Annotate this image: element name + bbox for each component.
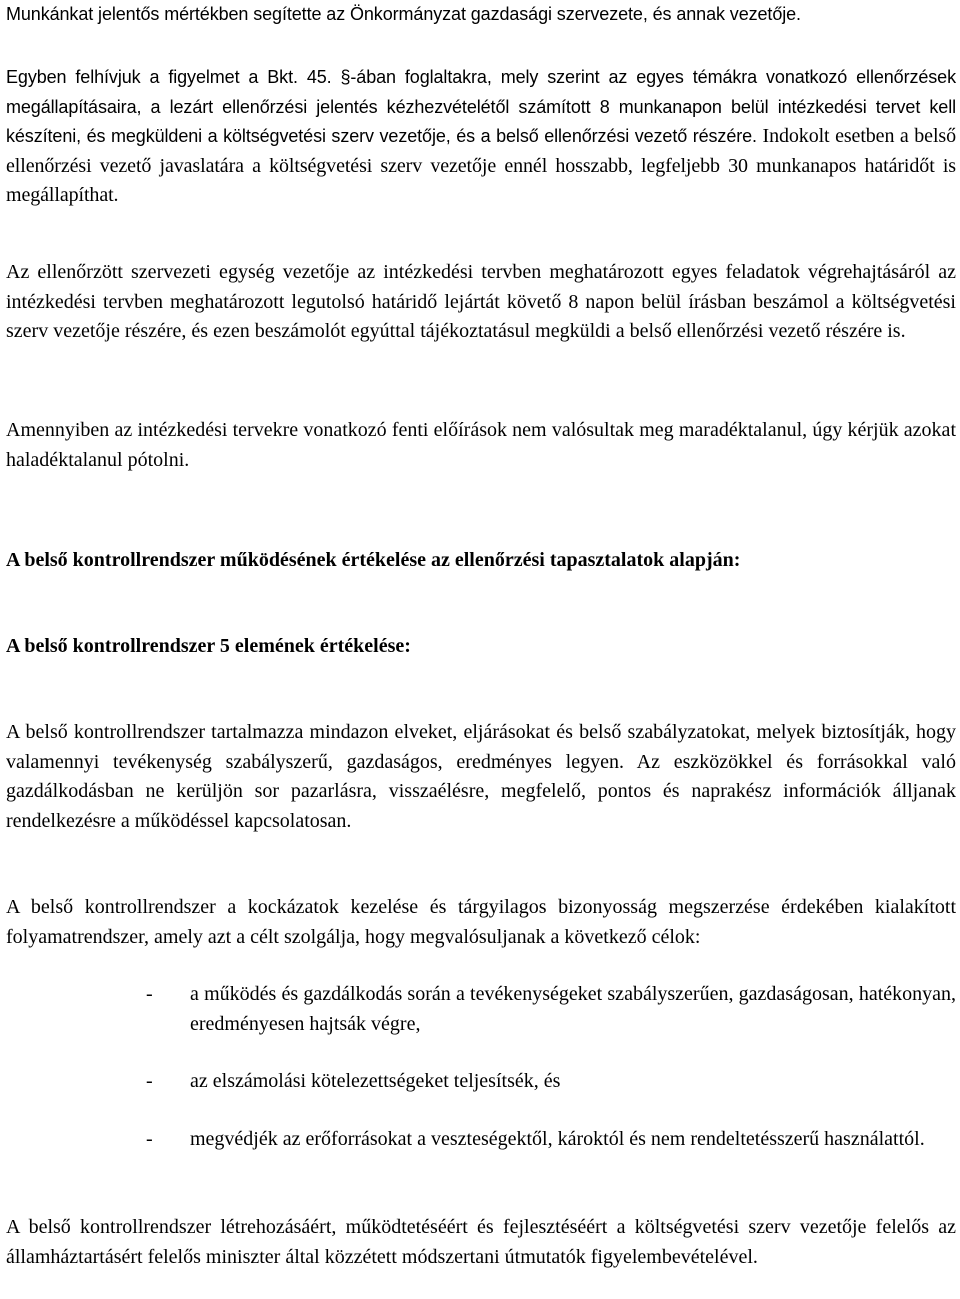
paragraph-action-plan-lead: Egyben felhívjuk a figyelmet a Bkt. 45. §-ában foglaltakra, mely szerint az egyes témákra vonatkozó ellenőrzések megállapításaira, a lezárt ellenőrzési jelentés kézhezvételétől számított 8 munkanapon belül intézkedési tervet kell készíteni, és megküldeni a költségvetési szerv vezetője, és a belső ellenőrzési vezető részére.	[6, 67, 956, 146]
list-item	[146, 980, 956, 1039]
paragraph-action-plan	[6, 63, 956, 211]
list-item-text: megvédjék az erőforrásokat a veszteségektől, károktól és nem rendeltetésszerű használattól.	[190, 1128, 925, 1150]
list-marker: -	[146, 1070, 153, 1092]
paragraph-cooperation: Munkánkat jelentős mértékben segítette az Önkormányzat gazdasági szervezete, és annak vezetője.	[6, 4, 801, 24]
list-item-text: a működés és gazdálkodás során a tevékenységeket szabályszerűen, gazdaságosan, hatékonyan, eredményesen hajtsák végre,	[190, 983, 956, 1035]
heading-evaluation: A belső kontrollrendszer működésének értékelése az ellenőrzési tapasztalatok alapján:	[6, 549, 741, 571]
list-item-text: az elszámolási kötelezettségeket teljesítsék, és	[190, 1070, 561, 1092]
paragraph-action-plan-tail: Indokolt esetben a belső ellenőrzési vezető javaslatára a költségvetési szerv vezetője ennél hosszabb, legfeljebb 30 munkanapos határidőt is megállapíthat.	[6, 125, 956, 206]
paragraph-responsibility: A belső kontrollrendszer létrehozásáért, működtetéséért és fejlesztéséért a költségvetési szerv vezetője felelős az államháztartásért felelős miniszter által közzétett módszertani útmutatók figyelembevételével.	[6, 1216, 956, 1268]
list-marker: -	[146, 1128, 153, 1150]
list-item	[146, 1125, 956, 1155]
paragraph-request: Amennyiben az intézkedési tervekre vonatkozó fenti előírások nem valósultak meg maradéktalanul, úgy kérjük azokat haladéktalanul pótolni.	[6, 419, 956, 471]
paragraph-control-goals: A belső kontrollrendszer a kockázatok kezelése és tárgyilagos bizonyosság megszerzése érdekében kialakított folyamatrendszer, amely azt a célt szolgálja, hogy megvalósuljanak a következő célok:	[6, 896, 956, 948]
list-item	[146, 1067, 956, 1097]
list-marker: -	[146, 983, 153, 1005]
heading-five-elements: A belső kontrollrendszer 5 elemének értékelése:	[6, 635, 411, 657]
paragraph-report-duty: Az ellenőrzött szervezeti egység vezetője az intézkedési tervben meghatározott egyes feladatok végrehajtásáról az intézkedési tervben meghatározott legutolsó határidő lejártát követő 8 napon belül írásban beszámol a költségvetési szerv vezetője részére, és ezen beszámolót egyúttal tájékoztatásul megküldi a belső ellenőrzési vezető részére is.	[6, 261, 956, 342]
paragraph-control-system: A belső kontrollrendszer tartalmazza mindazon elveket, eljárásokat és belső szabályzatokat, melyek biztosítják, hogy valamennyi tevékenység szabályszerű, gazdaságos, eredményes legyen. Az eszközökkel és forrásokkal való gazdálkodásban ne kerüljön sor pazarlásra, visszaélésre, megfelelő, pontos és naprakész információk álljanak rendelkezésre a működéssel kapcsolatosan.	[6, 721, 956, 832]
